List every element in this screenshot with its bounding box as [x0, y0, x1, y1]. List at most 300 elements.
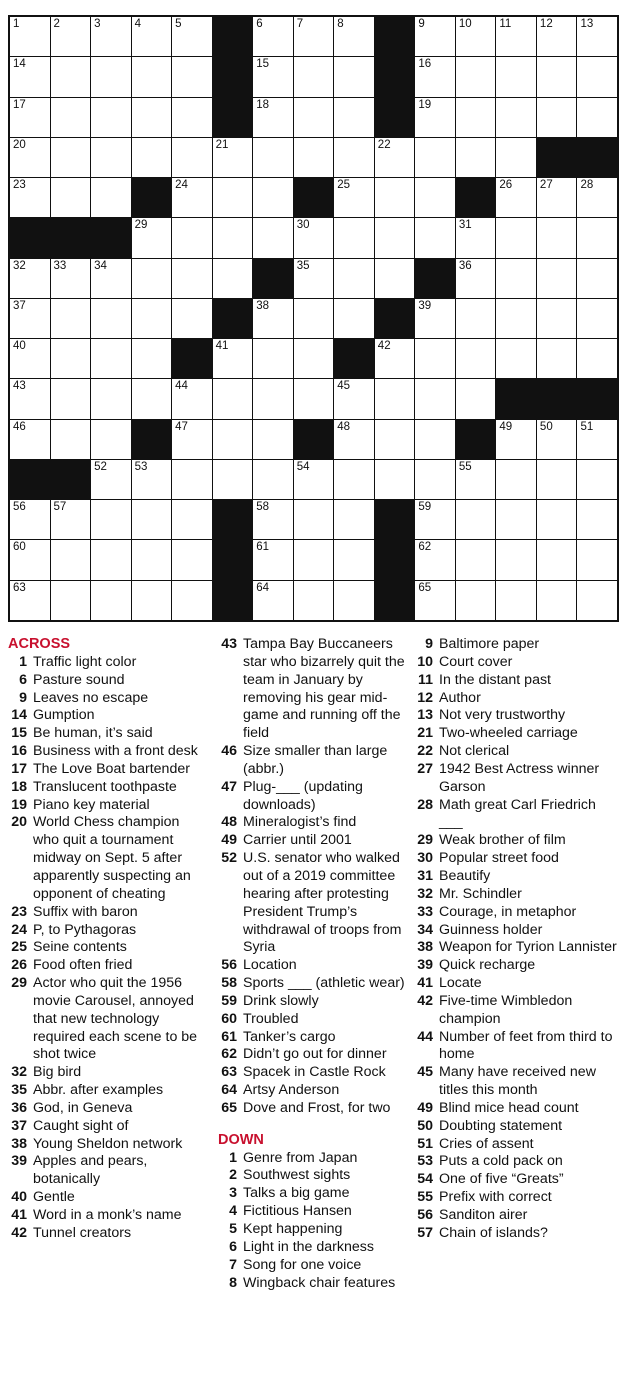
grid-cell[interactable]	[537, 17, 577, 56]
grid-cell[interactable]	[456, 259, 496, 298]
down-clue[interactable]	[414, 832, 619, 850]
grid-cell[interactable]	[496, 98, 536, 137]
clue-number: 17	[11, 760, 27, 777]
down-clue[interactable]	[414, 1100, 619, 1118]
grid-cell[interactable]	[91, 299, 131, 338]
grid-cell[interactable]	[334, 138, 374, 177]
across-clue[interactable]	[218, 957, 418, 975]
block-cell	[537, 138, 577, 177]
clue-number: 10	[458, 18, 472, 30]
clue-text: Location	[243, 957, 297, 974]
grid-cell[interactable]	[253, 581, 293, 620]
across-clue[interactable]	[218, 636, 418, 743]
grid-cell[interactable]	[132, 259, 172, 298]
grid-cell[interactable]	[537, 98, 577, 137]
grid-cell[interactable]	[334, 379, 374, 418]
grid-cell[interactable]	[415, 460, 455, 499]
grid-cell[interactable]	[456, 379, 496, 418]
grid-cell[interactable]	[456, 540, 496, 579]
grid-cell[interactable]	[132, 299, 172, 338]
grid-cell[interactable]	[51, 339, 91, 378]
grid-cell[interactable]	[294, 57, 334, 96]
grid-cell[interactable]	[91, 420, 131, 459]
grid-cell[interactable]	[213, 420, 253, 459]
grid-cell[interactable]	[213, 138, 253, 177]
grid-cell[interactable]	[132, 339, 172, 378]
grid-cell[interactable]	[415, 339, 455, 378]
grid-cell[interactable]	[496, 299, 536, 338]
clue-number: 14	[13, 58, 26, 71]
down-clue[interactable]	[218, 1167, 418, 1185]
grid-cell[interactable]	[334, 581, 374, 620]
across-clue[interactable]	[8, 743, 208, 761]
across-clue[interactable]	[8, 975, 208, 1064]
across-clue[interactable]	[8, 1225, 208, 1243]
grid-cell[interactable]	[375, 138, 415, 177]
grid-cell[interactable]	[577, 339, 617, 378]
grid-cell[interactable]	[294, 540, 334, 579]
across-clue[interactable]	[8, 814, 208, 903]
grid-cell[interactable]	[132, 379, 172, 418]
across-clue[interactable]	[8, 1136, 208, 1154]
grid-cell[interactable]	[172, 460, 212, 499]
clue-number: 27	[417, 760, 433, 777]
across-clue[interactable]	[218, 779, 418, 815]
grid-cell[interactable]	[51, 57, 91, 96]
clue-number: 9	[19, 689, 27, 706]
clue-number: 64	[256, 581, 269, 594]
grid-cell[interactable]	[537, 299, 577, 338]
down-clue[interactable]	[414, 957, 619, 975]
down-clue[interactable]	[218, 1203, 418, 1221]
across-clue[interactable]	[218, 814, 418, 832]
grid-cell[interactable]	[132, 500, 172, 539]
down-clue[interactable]	[414, 975, 619, 993]
grid-cell[interactable]	[577, 57, 617, 96]
across-clue[interactable]	[8, 939, 208, 957]
grid-cell[interactable]	[10, 138, 50, 177]
across-clue[interactable]	[8, 654, 208, 672]
grid-cell[interactable]	[294, 98, 334, 137]
grid-cell[interactable]	[172, 299, 212, 338]
grid-cell[interactable]	[577, 420, 617, 459]
clue-number: 35	[296, 259, 310, 272]
grid-cell[interactable]	[10, 178, 50, 217]
down-clue[interactable]	[414, 922, 619, 940]
grid-cell[interactable]	[51, 138, 91, 177]
grid-cell[interactable]	[577, 460, 617, 499]
clue-number: 38	[417, 939, 433, 956]
grid-cell[interactable]	[91, 379, 131, 418]
across-clue[interactable]	[218, 832, 418, 850]
across-clue[interactable]	[8, 904, 208, 922]
grid-cell[interactable]	[456, 581, 496, 620]
grid-cell[interactable]	[172, 98, 212, 137]
grid-cell[interactable]	[496, 420, 536, 459]
grid-cell[interactable]	[496, 460, 536, 499]
grid-cell[interactable]	[415, 57, 455, 96]
grid-cell[interactable]	[537, 57, 577, 96]
grid-cell[interactable]	[375, 379, 415, 418]
grid-cell[interactable]	[577, 581, 617, 620]
grid-cell[interactable]	[375, 218, 415, 257]
grid-cell[interactable]	[577, 299, 617, 338]
across-clue[interactable]	[8, 1118, 208, 1136]
grid-cell[interactable]	[415, 17, 455, 56]
grid-cell[interactable]	[577, 540, 617, 579]
grid-cell[interactable]	[496, 17, 536, 56]
grid-cell[interactable]	[415, 581, 455, 620]
grid-cell[interactable]	[415, 420, 455, 459]
down-clue[interactable]	[414, 1153, 619, 1171]
grid-cell[interactable]	[294, 138, 334, 177]
grid-cell[interactable]	[172, 138, 212, 177]
clue-column-2	[218, 636, 418, 1292]
down-clue[interactable]	[414, 886, 619, 904]
grid-cell[interactable]	[213, 178, 253, 217]
down-clue[interactable]	[218, 1150, 418, 1168]
grid-cell[interactable]	[334, 57, 374, 96]
grid-cell[interactable]	[51, 379, 91, 418]
grid-cell[interactable]	[132, 460, 172, 499]
grid-cell[interactable]	[91, 460, 131, 499]
grid-cell[interactable]	[51, 540, 91, 579]
grid-cell[interactable]	[213, 259, 253, 298]
grid-cell[interactable]	[294, 259, 334, 298]
down-clue[interactable]	[414, 1171, 619, 1189]
grid-cell[interactable]	[172, 218, 212, 257]
grid-cell[interactable]	[294, 500, 334, 539]
down-clue[interactable]	[218, 1275, 418, 1293]
grid-cell[interactable]	[415, 299, 455, 338]
down-clue[interactable]	[414, 654, 619, 672]
grid-cell[interactable]	[537, 218, 577, 257]
grid-cell[interactable]	[537, 178, 577, 217]
grid-cell[interactable]	[253, 57, 293, 96]
across-clue[interactable]	[8, 1082, 208, 1100]
grid-cell[interactable]	[132, 98, 172, 137]
grid-cell[interactable]	[10, 500, 50, 539]
across-clue[interactable]	[8, 957, 208, 975]
down-clue[interactable]	[414, 636, 619, 654]
down-clue[interactable]	[414, 1064, 619, 1100]
grid-cell[interactable]	[51, 500, 91, 539]
grid-cell[interactable]	[172, 581, 212, 620]
grid-cell[interactable]	[91, 339, 131, 378]
grid-cell[interactable]	[456, 460, 496, 499]
across-clue[interactable]	[8, 690, 208, 708]
clue-number: 42	[11, 1224, 27, 1241]
grid-cell[interactable]	[91, 581, 131, 620]
down-clue[interactable]	[414, 1118, 619, 1136]
down-clue[interactable]	[218, 1221, 418, 1239]
down-clue[interactable]	[414, 797, 619, 833]
grid-cell[interactable]	[213, 379, 253, 418]
grid-cell[interactable]	[496, 259, 536, 298]
grid-cell[interactable]	[577, 178, 617, 217]
grid-cell[interactable]	[415, 379, 455, 418]
grid-cell[interactable]	[132, 581, 172, 620]
grid-cell[interactable]	[577, 98, 617, 137]
grid-cell[interactable]	[172, 540, 212, 579]
across-clue[interactable]	[218, 1046, 418, 1064]
across-clue[interactable]	[8, 725, 208, 743]
grid-cell[interactable]	[537, 500, 577, 539]
grid-cell[interactable]	[456, 299, 496, 338]
grid-cell[interactable]	[10, 581, 50, 620]
grid-cell[interactable]	[253, 420, 293, 459]
grid-cell[interactable]	[253, 178, 293, 217]
grid-cell[interactable]	[51, 259, 91, 298]
grid-cell[interactable]	[496, 540, 536, 579]
grid-cell[interactable]	[172, 500, 212, 539]
clue-text: Sanditon airer	[439, 1207, 528, 1223]
grid-cell[interactable]	[10, 259, 50, 298]
grid-cell[interactable]	[456, 98, 496, 137]
grid-cell[interactable]	[375, 460, 415, 499]
grid-cell[interactable]	[577, 259, 617, 298]
across-clue[interactable]	[8, 922, 208, 940]
down-clue[interactable]	[414, 1136, 619, 1154]
grid-cell[interactable]	[334, 178, 374, 217]
down-clue[interactable]	[414, 1207, 619, 1225]
grid-cell[interactable]	[334, 218, 374, 257]
grid-cell[interactable]	[415, 98, 455, 137]
clue-number: 7	[296, 18, 304, 30]
grid-cell[interactable]	[172, 57, 212, 96]
grid-cell[interactable]	[456, 339, 496, 378]
down-clue[interactable]	[414, 904, 619, 922]
grid-cell[interactable]	[10, 17, 50, 56]
down-clue[interactable]	[218, 1257, 418, 1275]
across-clue[interactable]	[218, 850, 418, 957]
grid-cell[interactable]	[294, 581, 334, 620]
grid-cell[interactable]	[496, 500, 536, 539]
down-clue[interactable]	[414, 1029, 619, 1065]
grid-cell[interactable]	[415, 218, 455, 257]
grid-cell[interactable]	[213, 339, 253, 378]
grid-cell[interactable]	[375, 178, 415, 217]
down-clue[interactable]	[414, 993, 619, 1029]
across-clue[interactable]	[8, 1100, 208, 1118]
grid-cell[interactable]	[496, 339, 536, 378]
across-clue[interactable]	[218, 1100, 418, 1118]
down-clue[interactable]	[414, 939, 619, 957]
grid-cell[interactable]	[334, 460, 374, 499]
across-clue[interactable]	[218, 975, 418, 993]
clue-text: Five-time Wimbledon champion	[439, 992, 573, 1027]
grid-cell[interactable]	[132, 138, 172, 177]
grid-cell[interactable]	[537, 540, 577, 579]
grid-cell[interactable]	[456, 218, 496, 257]
grid-cell[interactable]	[172, 379, 212, 418]
grid-cell[interactable]	[415, 540, 455, 579]
grid-cell[interactable]	[132, 57, 172, 96]
grid-cell[interactable]	[253, 299, 293, 338]
across-clue[interactable]	[218, 993, 418, 1011]
grid-cell[interactable]	[213, 460, 253, 499]
grid-cell[interactable]	[334, 420, 374, 459]
grid-cell[interactable]	[334, 540, 374, 579]
down-clue[interactable]	[414, 761, 619, 797]
grid-cell[interactable]	[172, 17, 212, 56]
grid-cell[interactable]	[10, 57, 50, 96]
grid-cell[interactable]	[51, 17, 91, 56]
grid-cell[interactable]	[91, 138, 131, 177]
grid-cell[interactable]	[253, 460, 293, 499]
grid-cell[interactable]	[172, 420, 212, 459]
down-clue[interactable]	[414, 1189, 619, 1207]
clue-number: 52	[221, 850, 237, 867]
block-cell	[213, 17, 253, 56]
grid-cell[interactable]	[253, 339, 293, 378]
clue-number: 41	[417, 975, 433, 992]
grid-cell[interactable]	[294, 299, 334, 338]
clue-number: 18	[11, 778, 27, 795]
clue-number: 57	[53, 501, 67, 514]
grid-cell[interactable]	[496, 178, 536, 217]
grid-cell[interactable]	[577, 218, 617, 257]
grid-cell[interactable]	[334, 500, 374, 539]
grid-cell[interactable]	[51, 178, 91, 217]
grid-cell[interactable]	[253, 98, 293, 137]
grid-cell[interactable]	[91, 98, 131, 137]
clue-number: 41	[215, 340, 229, 353]
grid-cell[interactable]	[10, 299, 50, 338]
down-clue[interactable]	[414, 850, 619, 868]
clue-number: 14	[11, 707, 27, 724]
grid-cell[interactable]	[91, 259, 131, 298]
grid-cell[interactable]	[334, 259, 374, 298]
grid-cell[interactable]	[294, 379, 334, 418]
grid-cell[interactable]	[415, 500, 455, 539]
grid-cell[interactable]	[10, 420, 50, 459]
across-clue[interactable]	[8, 1153, 208, 1189]
grid-cell[interactable]	[132, 17, 172, 56]
clue-number: 9	[418, 18, 425, 30]
grid-cell[interactable]	[294, 17, 334, 56]
grid-cell[interactable]	[91, 17, 131, 56]
down-clue[interactable]	[414, 743, 619, 761]
down-clue[interactable]	[414, 725, 619, 743]
grid-cell[interactable]	[91, 500, 131, 539]
clue-text: Gentle	[33, 1189, 75, 1206]
across-clue[interactable]	[218, 1011, 418, 1029]
across-clue[interactable]	[8, 672, 208, 690]
grid-cell[interactable]	[213, 218, 253, 257]
across-clue[interactable]	[8, 797, 208, 815]
grid-cell[interactable]	[375, 259, 415, 298]
grid-cell[interactable]	[10, 98, 50, 137]
grid-cell[interactable]	[496, 138, 536, 177]
grid-cell[interactable]	[132, 218, 172, 257]
down-clue[interactable]	[414, 1225, 619, 1243]
grid-cell[interactable]	[537, 339, 577, 378]
across-clue[interactable]	[8, 1207, 208, 1225]
grid-cell[interactable]	[496, 581, 536, 620]
grid-cell[interactable]	[496, 218, 536, 257]
grid-cell[interactable]	[10, 379, 50, 418]
clue-text: Author	[439, 689, 481, 706]
down-clue[interactable]	[414, 690, 619, 708]
clue-number: 25	[337, 179, 351, 192]
across-clue[interactable]	[218, 1082, 418, 1100]
grid-cell[interactable]	[132, 540, 172, 579]
grid-cell[interactable]	[51, 420, 91, 459]
grid-cell[interactable]	[456, 138, 496, 177]
grid-cell[interactable]	[10, 339, 50, 378]
grid-cell[interactable]	[537, 581, 577, 620]
grid-cell[interactable]	[415, 138, 455, 177]
grid-cell[interactable]	[375, 339, 415, 378]
grid-cell[interactable]	[91, 57, 131, 96]
clue-number: 13	[580, 18, 594, 30]
grid-cell[interactable]	[91, 178, 131, 217]
grid-cell[interactable]	[253, 379, 293, 418]
across-clue[interactable]	[8, 707, 208, 725]
clue-text: Plug-___ (updating downloads)	[243, 778, 363, 813]
down-clue[interactable]	[414, 672, 619, 690]
grid-cell[interactable]	[294, 460, 334, 499]
down-clue[interactable]	[414, 707, 619, 725]
grid-cell[interactable]	[577, 17, 617, 56]
grid-cell[interactable]	[294, 218, 334, 257]
grid-cell[interactable]	[253, 138, 293, 177]
grid-cell[interactable]	[91, 540, 131, 579]
grid-cell[interactable]	[496, 57, 536, 96]
grid-cell[interactable]	[334, 17, 374, 56]
down-clue[interactable]	[218, 1185, 418, 1203]
grid-cell[interactable]	[537, 420, 577, 459]
grid-cell[interactable]	[577, 500, 617, 539]
grid-cell[interactable]	[456, 57, 496, 96]
clue-number: 13	[417, 707, 433, 724]
across-clue[interactable]	[8, 1064, 208, 1082]
grid-cell[interactable]	[334, 98, 374, 137]
grid-cell[interactable]	[375, 420, 415, 459]
down-clue[interactable]	[414, 868, 619, 886]
grid-cell[interactable]	[415, 178, 455, 217]
grid-cell[interactable]	[253, 540, 293, 579]
grid-cell[interactable]	[253, 500, 293, 539]
across-clue[interactable]	[218, 1064, 418, 1082]
across-clue[interactable]	[218, 1029, 418, 1047]
grid-cell[interactable]	[537, 259, 577, 298]
clue-number: 47	[175, 420, 188, 433]
clue-number: 62	[221, 1046, 237, 1063]
grid-cell[interactable]	[51, 581, 91, 620]
grid-cell[interactable]	[456, 500, 496, 539]
grid-cell[interactable]	[51, 98, 91, 137]
grid-cell[interactable]	[51, 299, 91, 338]
across-clue[interactable]	[8, 761, 208, 779]
grid-cell[interactable]	[334, 299, 374, 338]
grid-cell[interactable]	[294, 339, 334, 378]
clue-text: Many have received new titles this month	[439, 1064, 596, 1099]
grid-cell[interactable]	[537, 460, 577, 499]
down-clue[interactable]	[218, 1239, 418, 1257]
grid-cell[interactable]	[172, 178, 212, 217]
across-clue[interactable]	[8, 1189, 208, 1207]
grid-cell[interactable]	[456, 17, 496, 56]
across-clue[interactable]	[8, 779, 208, 797]
grid-cell[interactable]	[253, 17, 293, 56]
clue-number: 39	[417, 957, 433, 974]
grid-cell[interactable]	[10, 540, 50, 579]
grid-cell[interactable]	[253, 218, 293, 257]
across-clue[interactable]	[218, 743, 418, 779]
grid-cell[interactable]	[172, 259, 212, 298]
